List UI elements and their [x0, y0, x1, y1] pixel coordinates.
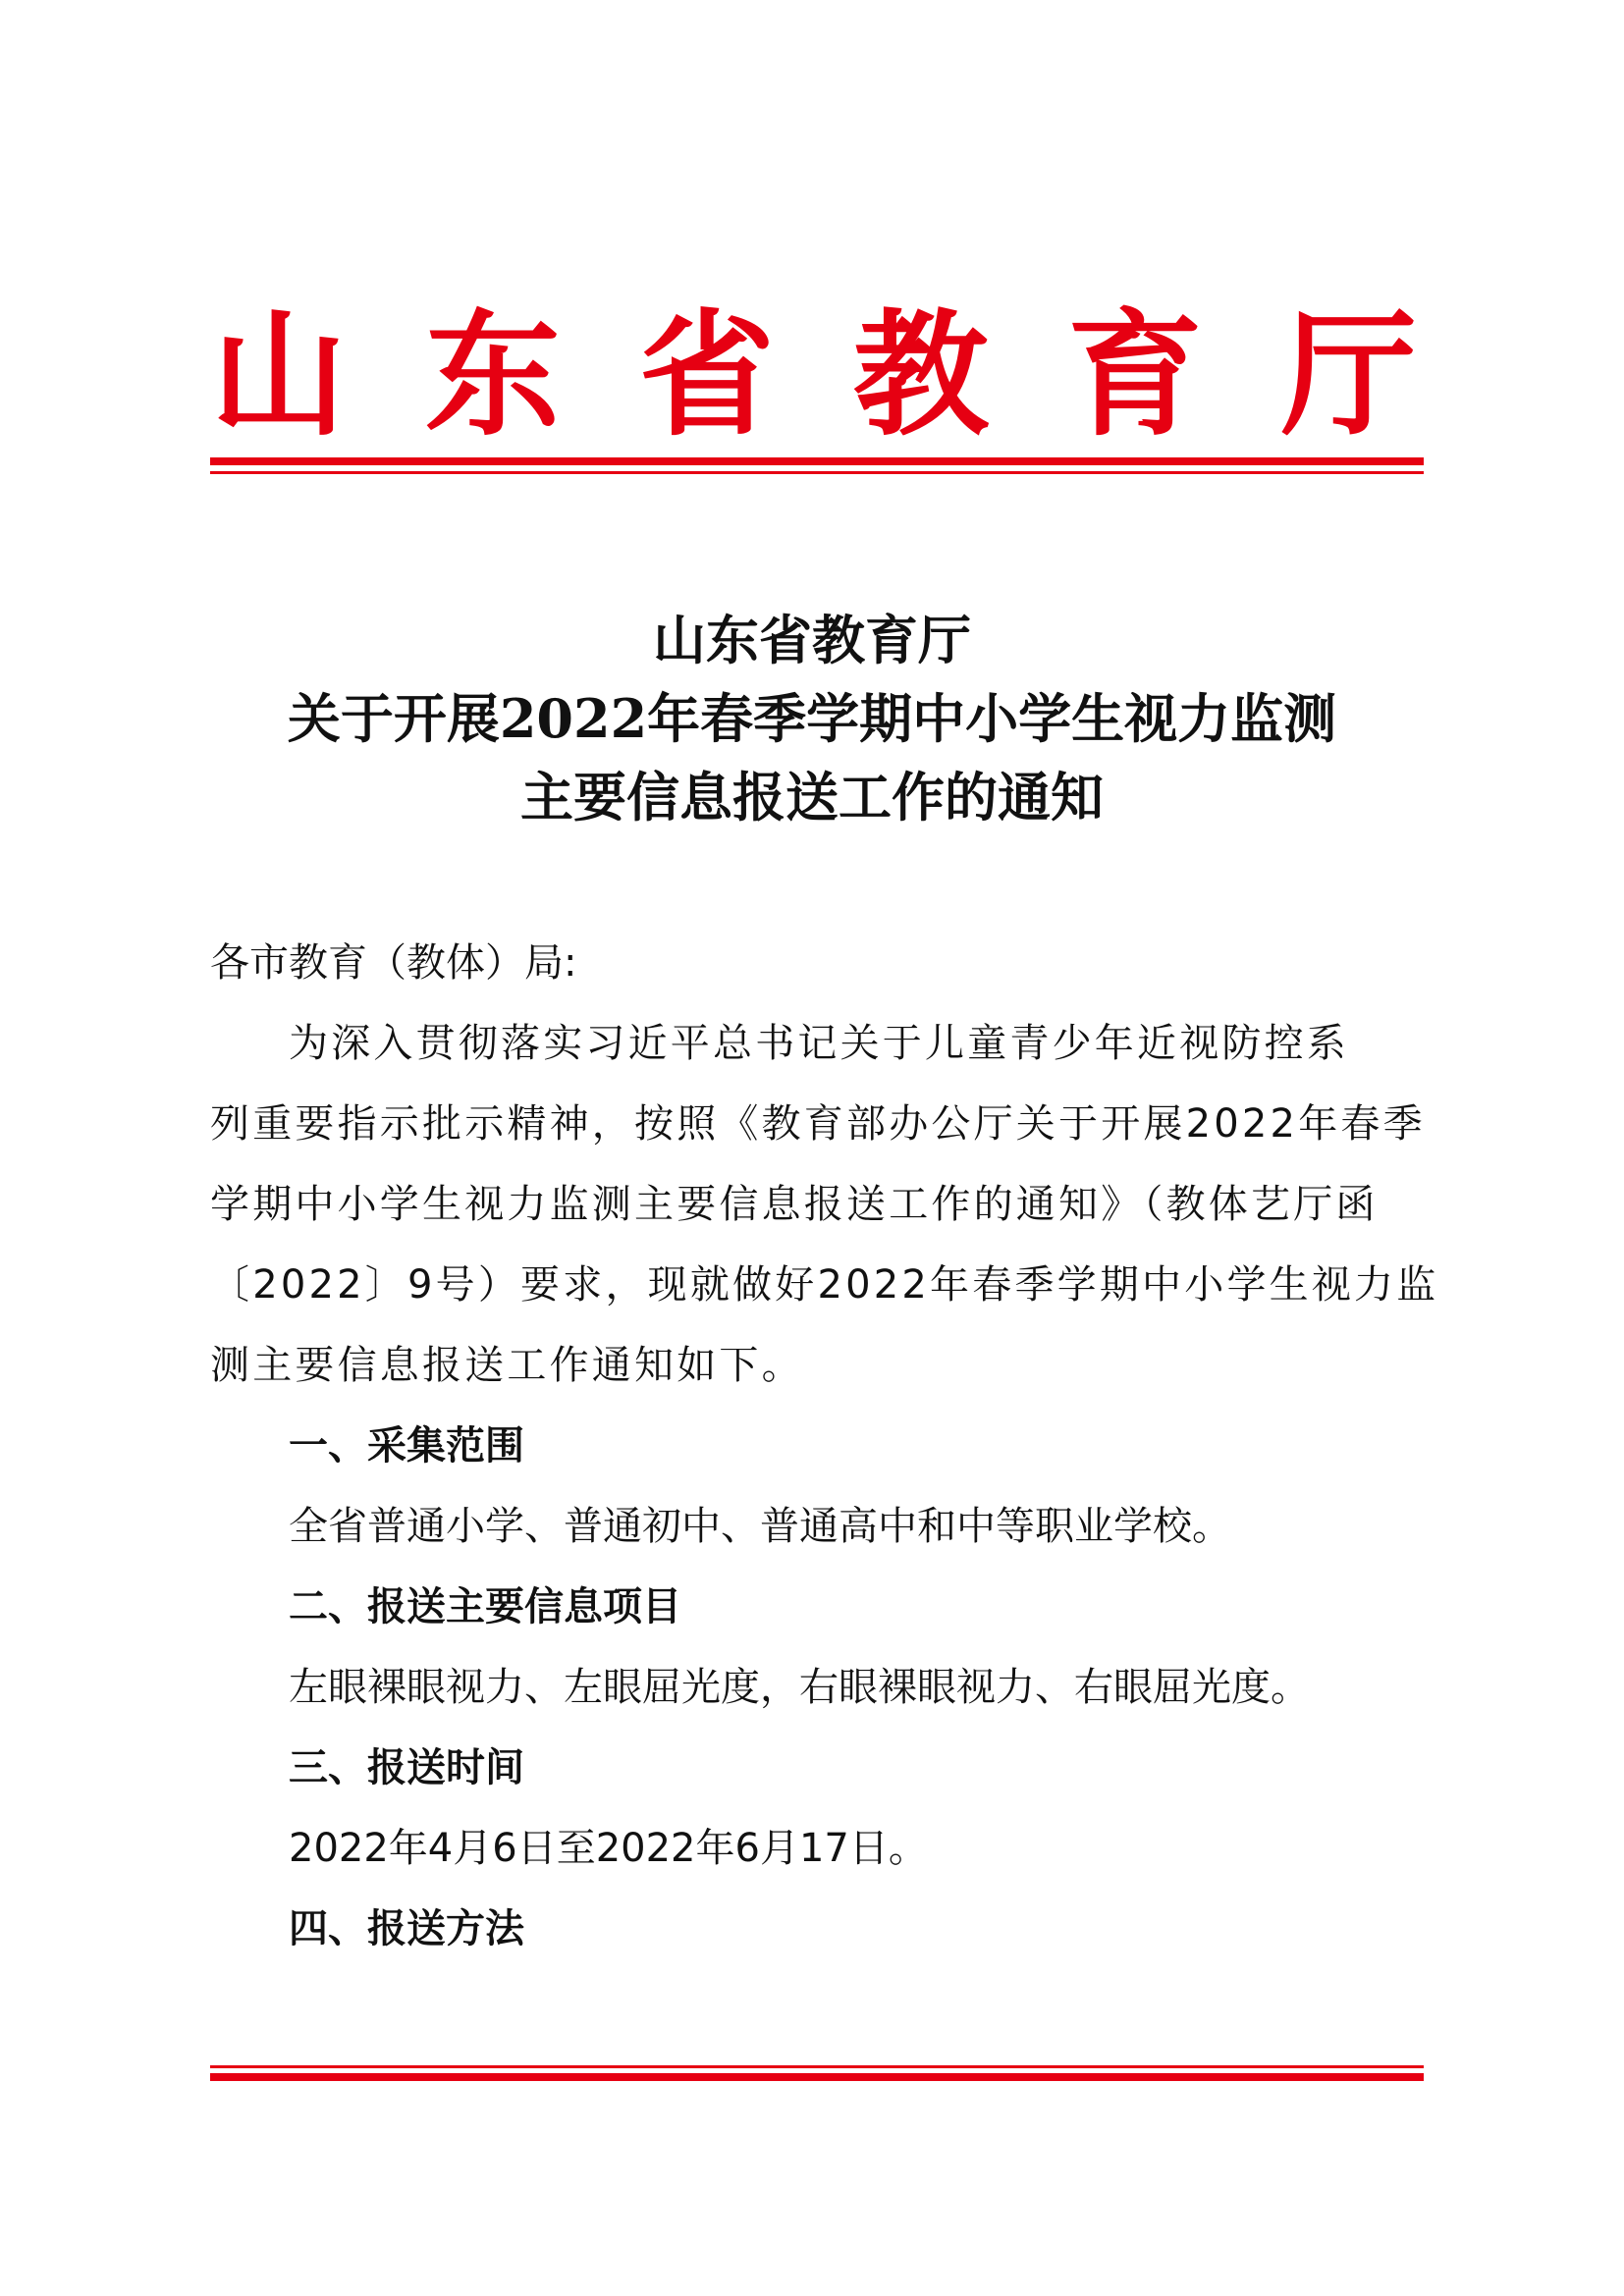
intro-paragraph-line: 测主要信息报送工作通知如下。: [210, 1343, 804, 1388]
section-heading-time: 三、报送时间: [289, 1745, 524, 1790]
section-heading-scope: 一、采集范围: [289, 1423, 524, 1468]
header-char: 山: [210, 294, 347, 454]
header-char: 厅: [1280, 294, 1417, 454]
intro-paragraph-line: 学期中小学生视力监测主要信息报送工作的通知》（教体艺厅函: [210, 1182, 1379, 1227]
title-line-2: 关于开展2022年春季学期中小学生视力监测: [287, 687, 1337, 750]
header-char: 教: [852, 294, 989, 454]
header-char: 东: [424, 294, 561, 454]
section-heading-method: 四、报送方法: [289, 1906, 524, 1951]
header-char: 省: [638, 294, 775, 454]
intro-paragraph-line: 为深入贯彻落实习近平总书记关于儿童青少年近视防控系: [289, 1021, 1349, 1066]
document-body: [210, 923, 1439, 1969]
divider-thick-line: [210, 2073, 1424, 2081]
intro-paragraph-line: 〔2022〕9号）要求，现就做好2022年春季学期中小学生视力监: [210, 1262, 1439, 1308]
document-title: [118, 601, 1506, 836]
section-text-time: 2022年4月6日至2022年6月17日。: [289, 1826, 928, 1871]
salutation: 各市教育（教体）局:: [210, 940, 577, 986]
section-text-items: 左眼裸眼视力、左眼屈光度，右眼裸眼视力、右眼屈光度。: [289, 1665, 1310, 1710]
title-line-3: 主要信息报送工作的通知: [520, 766, 1104, 828]
header-char: 育: [1066, 294, 1203, 454]
footer-red-divider: [210, 2065, 1424, 2085]
divider-thick-line: [210, 457, 1424, 465]
header-red-divider: [210, 457, 1424, 477]
issuing-authority-header: [210, 294, 1418, 454]
section-text-scope: 全省普通小学、普通初中、普通高中和中等职业学校。: [289, 1504, 1231, 1549]
title-line-1: 山东省教育厅: [653, 609, 971, 671]
section-heading-items: 二、报送主要信息项目: [289, 1584, 681, 1629]
intro-paragraph-line: 列重要指示批示精神，按照《教育部办公厅关于开展2022年春季: [210, 1101, 1426, 1147]
divider-thin-line: [210, 2065, 1424, 2068]
divider-thin-line: [210, 471, 1424, 474]
